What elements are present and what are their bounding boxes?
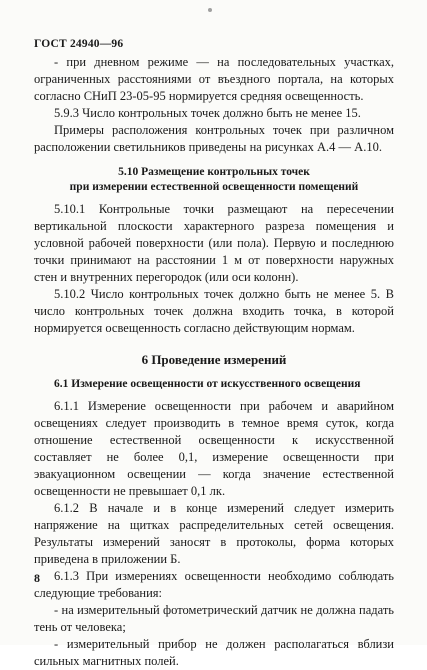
paragraph-5-9-3: 5.9.3 Число контрольных точек должно быть не менее 15. xyxy=(54,106,361,120)
page-number: 8 xyxy=(34,571,40,585)
section-heading-5-10-line2: при измерении естественной освещенности помещений xyxy=(69,181,359,193)
paragraph-5-10-1: 5.10.1 Контрольные точки размещают на пересечении вертикальной плоскости характерного разреза помещения и условной рабочей поверхности (или пола). Первую и последнюю точки принимают на расстоянии 1 м от поверхности наружных стен и внутренних перегородок (или оси колонн). xyxy=(34,202,394,284)
page-content xyxy=(34,54,394,670)
paragraph-6-1-2: 6.1.2 В начале и в конце измерений следует измерить напряжение на щитках распределительных сетей освещения. Результаты измерений заносят в протоколы, форма которых приведена в приложении Б. xyxy=(34,501,394,566)
chapter-heading-6: 6 Проведение измерений xyxy=(141,352,287,367)
section-heading-6-1: 6.1 Измерение освещенности от искусственного освещения xyxy=(54,378,361,390)
section-heading-5-10-line1: 5.10 Размещение контрольных точек xyxy=(118,166,310,178)
paragraph-day-mode: - при дневном режиме — на последовательных участках, ограниченных расстояниями от въездного портала, на которых согласно СНиП 23-05-95 нормируется средняя освещенность. xyxy=(34,55,394,103)
paragraph-6-1-1: 6.1.1 Измерение освещенности при рабочем и аварийном освещениях следует производить в темное время суток, когда отношение естественной освещенности к искусственной составляет не более 0,1, измерение освещенности при эвакуационном освещении — когда значение естественной освещенности не превышает 0,1 лк. xyxy=(34,399,394,498)
page-header-standard: ГОСТ 24940—96 xyxy=(34,38,124,50)
paragraph-6-1-3: 6.1.3 При измерениях освещенности необходимо соблюдать следующие требования: xyxy=(34,569,394,600)
section-heading-5-10 xyxy=(34,165,394,195)
list-item-magnetic: - измерительный прибор не должен располагаться вблизи сильных магнитных полей. xyxy=(34,637,394,668)
scan-mark xyxy=(208,8,212,12)
paragraph-5-10-2: 5.10.2 Число контрольных точек должно быть не менее 5. В число контрольных точек должна входить точка, в которой нормируется освещенность согласно действующим нормам. xyxy=(34,287,394,335)
paragraph-examples: Примеры расположения контрольных точек при различном расположении светильников приведены на рисунках А.4 — А.10. xyxy=(34,123,394,154)
list-item-shadow: - на измерительный фотометрический датчик не должна падать тень от человека; xyxy=(34,603,394,634)
